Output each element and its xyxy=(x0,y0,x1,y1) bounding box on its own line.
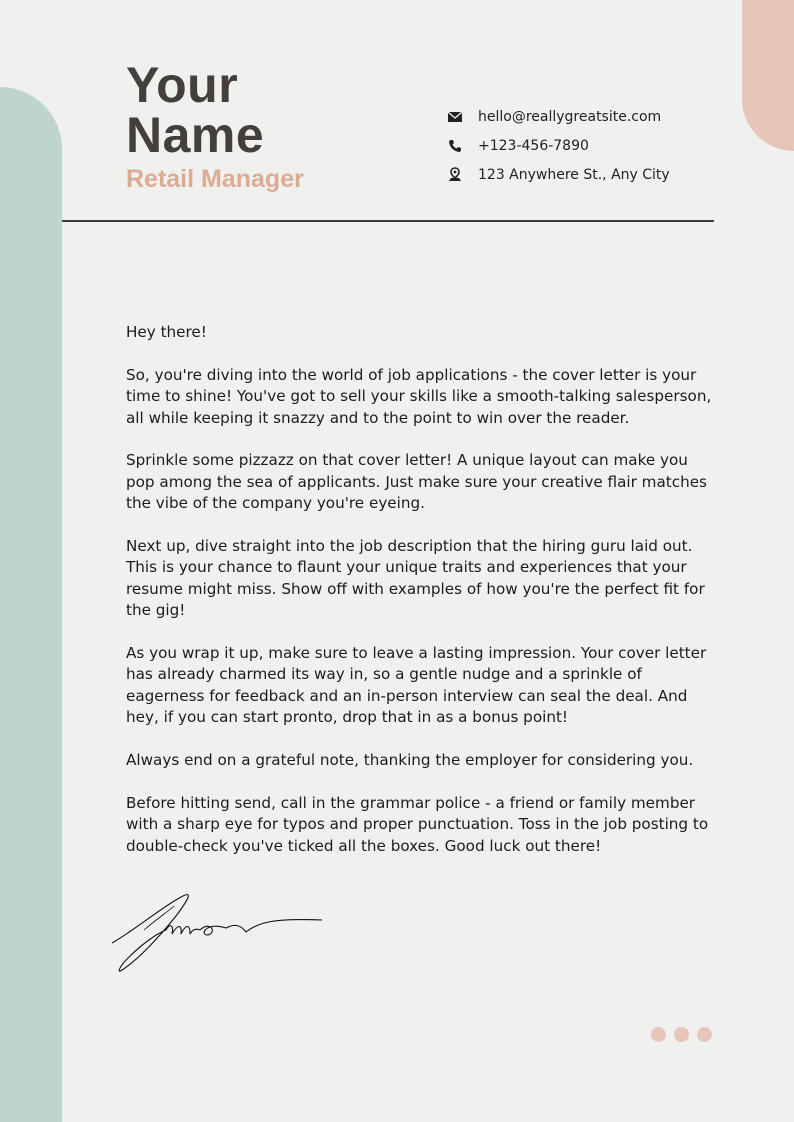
decorative-dot xyxy=(674,1027,689,1042)
job-title: Retail Manager xyxy=(126,165,304,193)
phone-icon xyxy=(448,138,478,154)
handwritten-signature xyxy=(108,888,328,978)
decorative-dots xyxy=(651,1027,712,1042)
name-line-2: Name xyxy=(126,107,265,163)
letter-paragraph-4: As you wrap it up, make sure to leave a lasting impression. Your cover letter has already charmed its way in, so a gentle nudge and a sprinkle of eagerness for feedback and an in-person interview can seal the deal. And hey, if you can start pronto, drop that in as a bonus point! xyxy=(126,644,707,727)
letter-paragraph-2: Sprinkle some pizzazz on that cover letter! A unique layout can make you pop among the sea of applicants. Just make sure your creative flair matches the vibe of the company you're eyeing. xyxy=(126,451,707,513)
contact-email: hello@reallygreatsite.com xyxy=(478,108,662,125)
letter-paragraph-1: So, you're diving into the world of job applications - the cover letter is your time to shine! You've got to sell your skills like a smooth-talking salesperson, all while keeping it snazzy and to the point to win over the reader. xyxy=(126,365,712,427)
decorative-dot xyxy=(697,1027,712,1042)
contact-email-row xyxy=(448,102,708,131)
contact-address: 123 Anywhere St., Any City xyxy=(478,166,670,183)
contact-address-row xyxy=(448,160,708,189)
location-pin-icon xyxy=(448,167,478,183)
decorative-corner-shape xyxy=(742,0,794,151)
contact-phone-row xyxy=(448,131,708,160)
header-divider xyxy=(62,220,714,222)
name-line-1: Your xyxy=(126,57,239,113)
letter-paragraph-5: Always end on a grateful note, thanking the employer for considering you. xyxy=(126,751,694,770)
letter-paragraph-6: Before hitting send, call in the grammar police - a friend or family member with a sharp eye for typos and proper punctuation. Toss in the job posting to double-check you've ticked all the boxes. Good luck out there! xyxy=(126,793,709,855)
applicant-name xyxy=(126,57,265,163)
letter-body xyxy=(126,322,716,878)
contact-phone: +123-456-7890 xyxy=(478,137,589,154)
decorative-dot xyxy=(651,1027,666,1042)
letter-paragraph-3: Next up, dive straight into the job description that the hiring guru laid out. This is your chance to flaunt your unique traits and experiences that your resume might miss. Show off with examples of how you're the perfect fit for the gig! xyxy=(126,537,705,620)
letter-greeting: Hey there! xyxy=(126,323,207,341)
decorative-left-band xyxy=(0,87,62,1122)
contact-info xyxy=(448,102,708,189)
envelope-icon xyxy=(448,109,478,125)
